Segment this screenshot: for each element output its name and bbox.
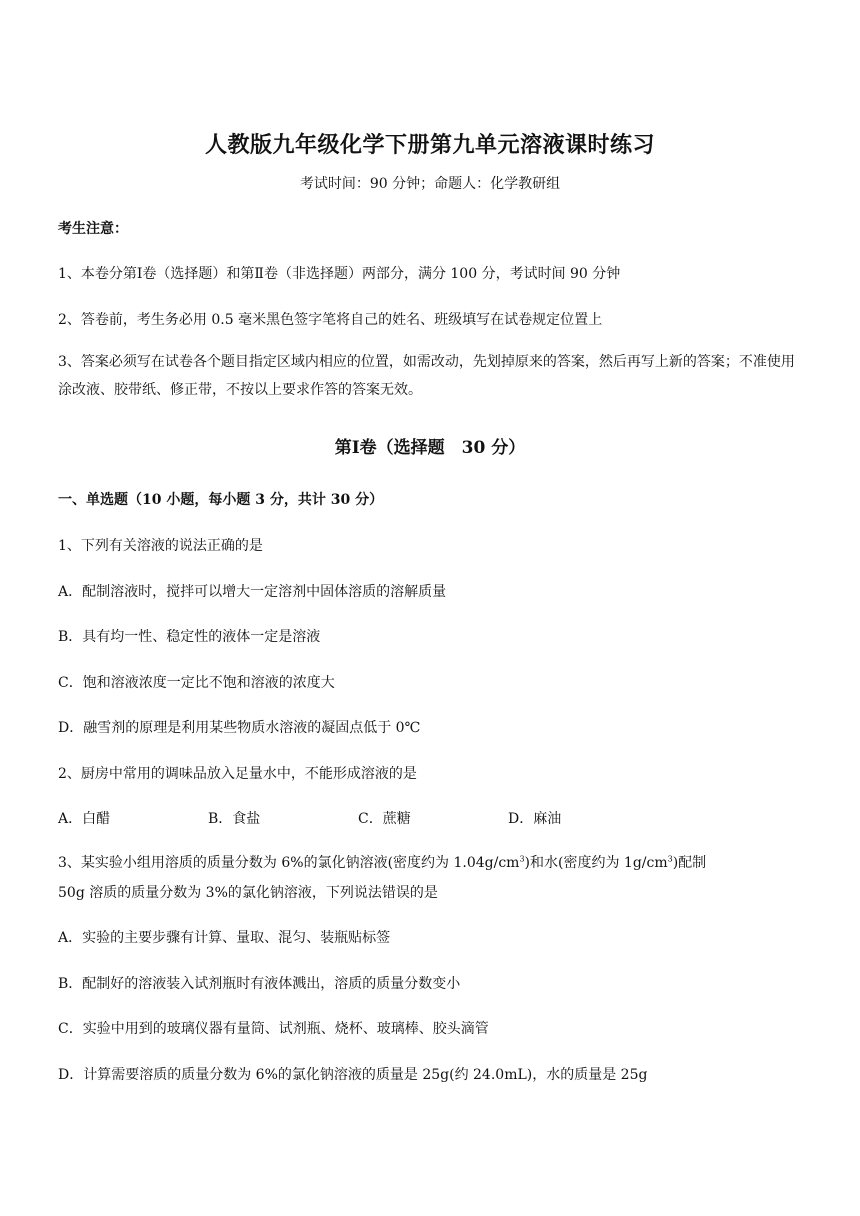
notice-item-2: 2、答卷前，考生务必用 0.5 毫米黑色签字笔将自己的姓名、班级填写在试卷规定位置上 <box>58 312 603 328</box>
page-title: 人教版九年级化学下册第九单元溶液课时练习 <box>204 132 655 158</box>
question-3-stem-part-2: )和水(密度约为 1g/cm <box>524 855 668 871</box>
question-2-stem: 2、厨房中常用的调味品放入足量水中，不能形成溶液的是 <box>58 766 417 782</box>
question-3-option-a: A．实验的主要步骤有计算、量取、混匀、装瓶贴标签 <box>58 930 391 946</box>
question-3-stem-part-3: )配制 <box>672 855 707 871</box>
part-heading: 一、单选题（10 小题，每小题 3 分，共计 30 分） <box>58 492 384 508</box>
unit-superscript: 3 <box>519 854 525 864</box>
notice-heading: 考生注意： <box>58 221 128 237</box>
section-title: 第Ⅰ卷（选择题 30 分） <box>334 438 526 458</box>
question-1-option-a: A．配制溶液时，搅拌可以增大一定溶剂中固体溶质的溶解质量 <box>58 584 447 600</box>
question-2-option-a: A．白醋 <box>58 811 111 827</box>
exam-subtitle: 考试时间：90 分钟；命题人：化学教研组 <box>299 176 561 192</box>
question-1-option-d: D．融雪剂的原理是利用某些物质水溶液的凝固点低于 0℃ <box>58 720 421 736</box>
unit-superscript: 3 <box>667 854 673 864</box>
question-3-stem-line-1 <box>58 852 808 872</box>
question-3-option-c: C．实验中用到的玻璃仪器有量筒、试剂瓶、烧杯、玻璃棒、胶头滴管 <box>58 1021 489 1037</box>
question-3-stem-part-1: 3、某实验小组用溶质的质量分数为 6%的氯化钠溶液(密度约为 1.04g/cm <box>58 855 520 871</box>
question-2-option-c: C．蔗糖 <box>358 811 411 827</box>
question-2-options <box>58 808 808 828</box>
question-1-option-b: B．具有均一性、稳定性的液体一定是溶液 <box>58 629 321 645</box>
question-1-option-c: C．饱和溶液浓度一定比不饱和溶液的浓度大 <box>58 675 335 691</box>
question-2-option-d: D．麻油 <box>508 811 562 827</box>
question-3-option-d: D．计算需要溶质的质量分数为 6%的氯化钠溶液的质量是 25g(约 24.0mL)，水的质量是 25g <box>58 1067 648 1083</box>
notice-item-3: 3、答案必须写在试卷各个题目指定区域内相应的位置，如需改动，先划掉原来的答案，然后再写上新的答案；不准使用涂改液、胶带纸、修正带，不按以上要求作答的答案无效。 <box>58 354 795 398</box>
question-1-stem: 1、下列有关溶液的说法正确的是 <box>58 538 263 554</box>
question-3-stem-line-2: 50g 溶质的质量分数为 3%的氯化钠溶液，下列说法错误的是 <box>58 885 438 901</box>
question-2-option-b: B．食盐 <box>208 811 261 827</box>
notice-item-1: 1、本卷分第Ⅰ卷（选择题）和第Ⅱ卷（非选择题）两部分，满分 100 分，考试时间 90 分钟 <box>58 266 621 282</box>
question-3-option-b: B．配制好的溶液装入试剂瓶时有液体溅出，溶质的质量分数变小 <box>58 976 461 992</box>
